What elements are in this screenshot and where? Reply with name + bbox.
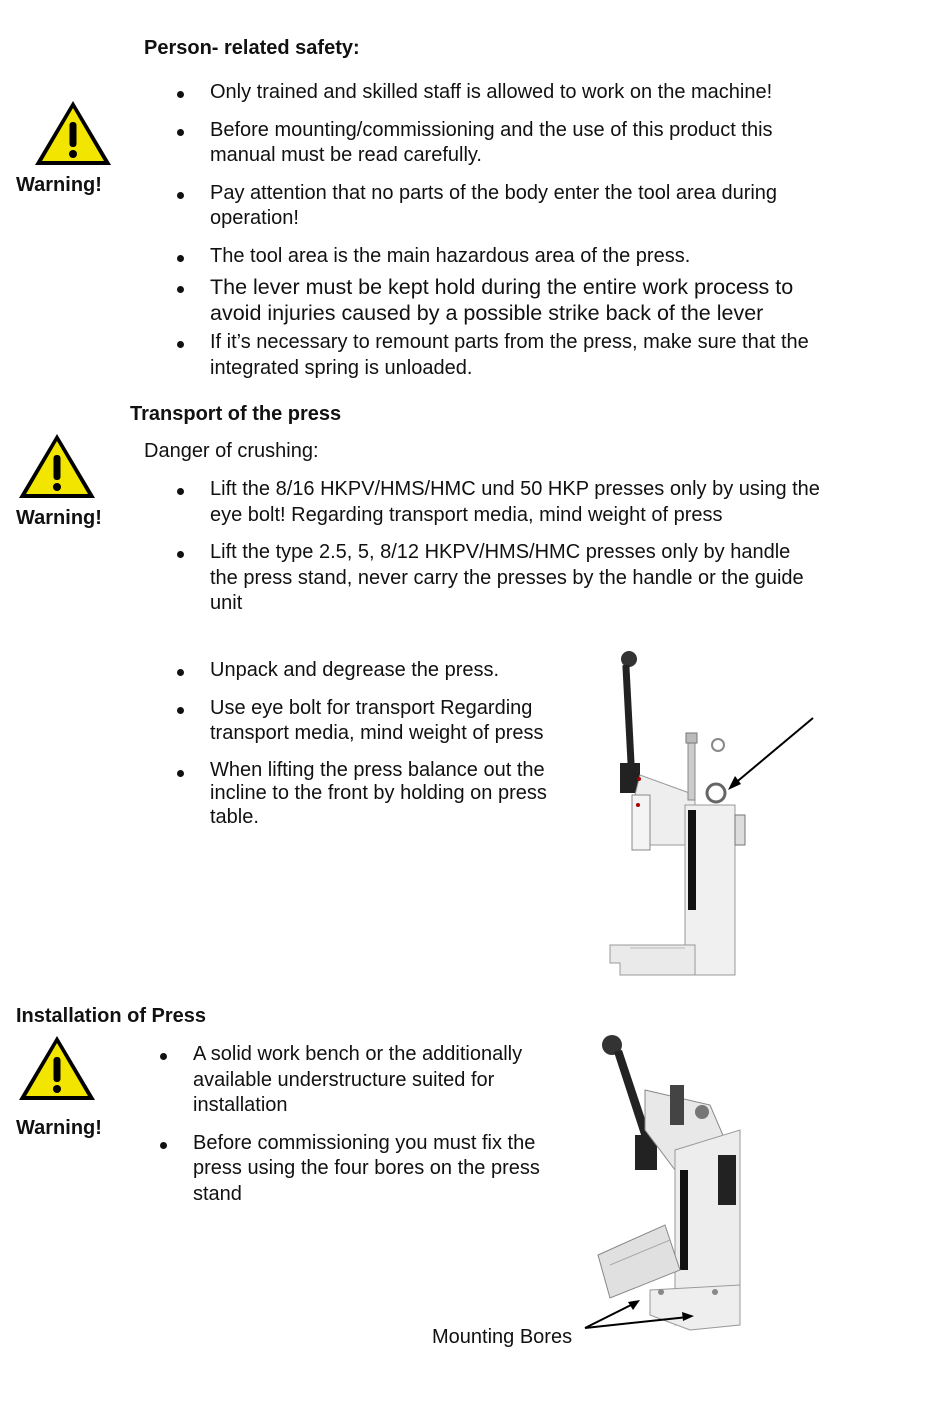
mounting-bores-arrows	[580, 1290, 700, 1340]
warning-label: Warning!	[16, 174, 102, 196]
list-item: Unpack and degrease the press.	[174, 658, 574, 684]
warning-triangle-icon	[32, 98, 114, 168]
section-heading-installation: Installation of Press	[16, 1005, 207, 1027]
figure-caption: Mounting Bores	[432, 1326, 573, 1348]
list-item: If it’s necessary to remount parts from the press, make sure that the integrated spring is unloaded.	[174, 330, 850, 381]
warning-label: Warning!	[16, 1117, 102, 1139]
transport-list	[174, 477, 839, 617]
list-item: Pay attention that no parts of the body enter the tool area during operation!	[174, 181, 810, 232]
installation-list	[157, 1042, 557, 1207]
list-item: Before commissioning you must fix the press using the four bores on the press stand	[157, 1131, 573, 1208]
list-item: Lift the 8/16 HKPV/HMS/HMC und 50 HKP presses only by using the eye bolt! Regarding transport media, mind weight of press	[174, 477, 840, 528]
list-item: Use eye bolt for transport Regarding transport media, mind weight of press	[174, 696, 580, 747]
warning-triangle-icon	[16, 431, 98, 501]
warning-triangle-icon	[16, 1033, 98, 1103]
list-item: The lever must be kept hold during the entire work process to avoid injuries caused by a possible strike back of the lever	[174, 275, 830, 326]
press-side-view-figure	[600, 645, 830, 985]
transport-steps-list	[174, 658, 574, 829]
list-item: When lifting the press balance out the incline to the front by holding on press table.	[174, 759, 580, 830]
danger-subheading: Danger of crushing:	[144, 440, 319, 462]
person-safety-list	[174, 80, 839, 381]
list-item: Before mounting/commissioning and the use of this product this manual must be read carefully.	[174, 118, 800, 169]
list-item: Lift the type 2.5, 5, 8/12 HKPV/HMS/HMC presses only by handle the press stand, never carry the presses by the handle or the guide unit	[174, 540, 820, 617]
list-item: Only trained and skilled staff is allowed to work on the machine!	[174, 80, 839, 106]
warning-label: Warning!	[16, 507, 102, 529]
section-heading-person-safety: Person- related safety:	[144, 37, 360, 59]
list-item: The tool area is the main hazardous area of the press.	[174, 244, 839, 270]
section-heading-transport: Transport of the press	[130, 403, 342, 425]
list-item: A solid work bench or the additionally available understructure suited for installation	[157, 1042, 563, 1119]
